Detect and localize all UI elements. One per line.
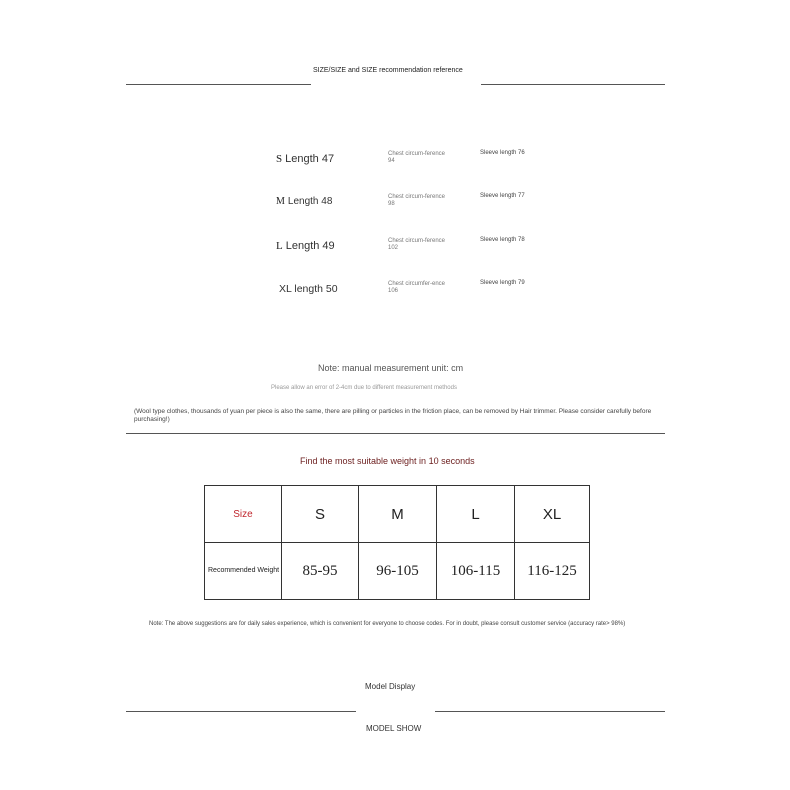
size-cell: S — [282, 486, 359, 543]
weight-cell: 116-125 — [515, 543, 590, 600]
header-divider-right — [481, 84, 665, 85]
size-header-cell: Size — [205, 486, 282, 543]
weight-table — [204, 485, 590, 600]
model-divider-left — [126, 711, 356, 712]
model-display-label: Model Display — [365, 682, 416, 691]
size-sleeve: Sleeve length 77 — [480, 193, 525, 199]
measurement-unit-note: Note: manual measurement unit: cm — [318, 363, 464, 373]
size-chest: Chest circum-ference 94 — [388, 151, 446, 164]
size-chest: Chest circum-ference 98 — [388, 194, 446, 207]
measurement-error-note: Please allow an error of 2-4cm due to different measurement methods — [271, 385, 457, 391]
size-sleeve: Sleeve length 78 — [480, 237, 525, 243]
size-cell: L — [437, 486, 515, 543]
weight-cell: 96-105 — [359, 543, 437, 600]
weight-cell: 106-115 — [437, 543, 515, 600]
size-sleeve: Sleeve length 79 — [480, 280, 525, 286]
header-divider-left — [126, 84, 311, 85]
weight-cell: 85-95 — [282, 543, 359, 600]
size-length: L Length 49 — [276, 240, 335, 252]
page-title: SIZE/SIZE and SIZE recommendation reference — [313, 67, 463, 74]
size-sleeve: Sleeve length 76 — [480, 150, 525, 156]
size-row-m — [276, 193, 576, 216]
table-row — [205, 543, 590, 600]
size-length: M Length 48 — [276, 196, 333, 207]
size-cell: XL — [515, 486, 590, 543]
size-length: XL length 50 — [279, 283, 338, 295]
model-show-label: MODEL SHOW — [366, 724, 422, 733]
model-divider-right — [435, 711, 665, 712]
size-length: S Length 47 — [276, 153, 335, 165]
size-chest: Chest circumfer-ence 106 — [388, 281, 446, 294]
wool-warning: (Wool type clothes, thousands of yuan per piece is also the same, there are pilling or particles in the friction place, can be removed by Hair trimmer. Please consider carefully before purchasing!) — [134, 408, 652, 423]
table-row — [205, 486, 590, 543]
notes-divider — [126, 433, 665, 434]
recommended-weight-label: Recommended Weight — [205, 543, 282, 600]
weight-table-heading: Find the most suitable weight in 10 seconds — [300, 456, 475, 466]
size-row-xl — [276, 280, 576, 303]
size-row-s — [276, 150, 576, 173]
suggestion-note: Note: The above suggestions are for daily sales experience, which is convenient for everyone to choose codes. For in doubt, please consult customer service (accuracy rate> 98%) — [149, 621, 626, 627]
size-row-l — [276, 237, 576, 260]
size-chest: Chest circum-ference 102 — [388, 238, 446, 251]
size-cell: M — [359, 486, 437, 543]
